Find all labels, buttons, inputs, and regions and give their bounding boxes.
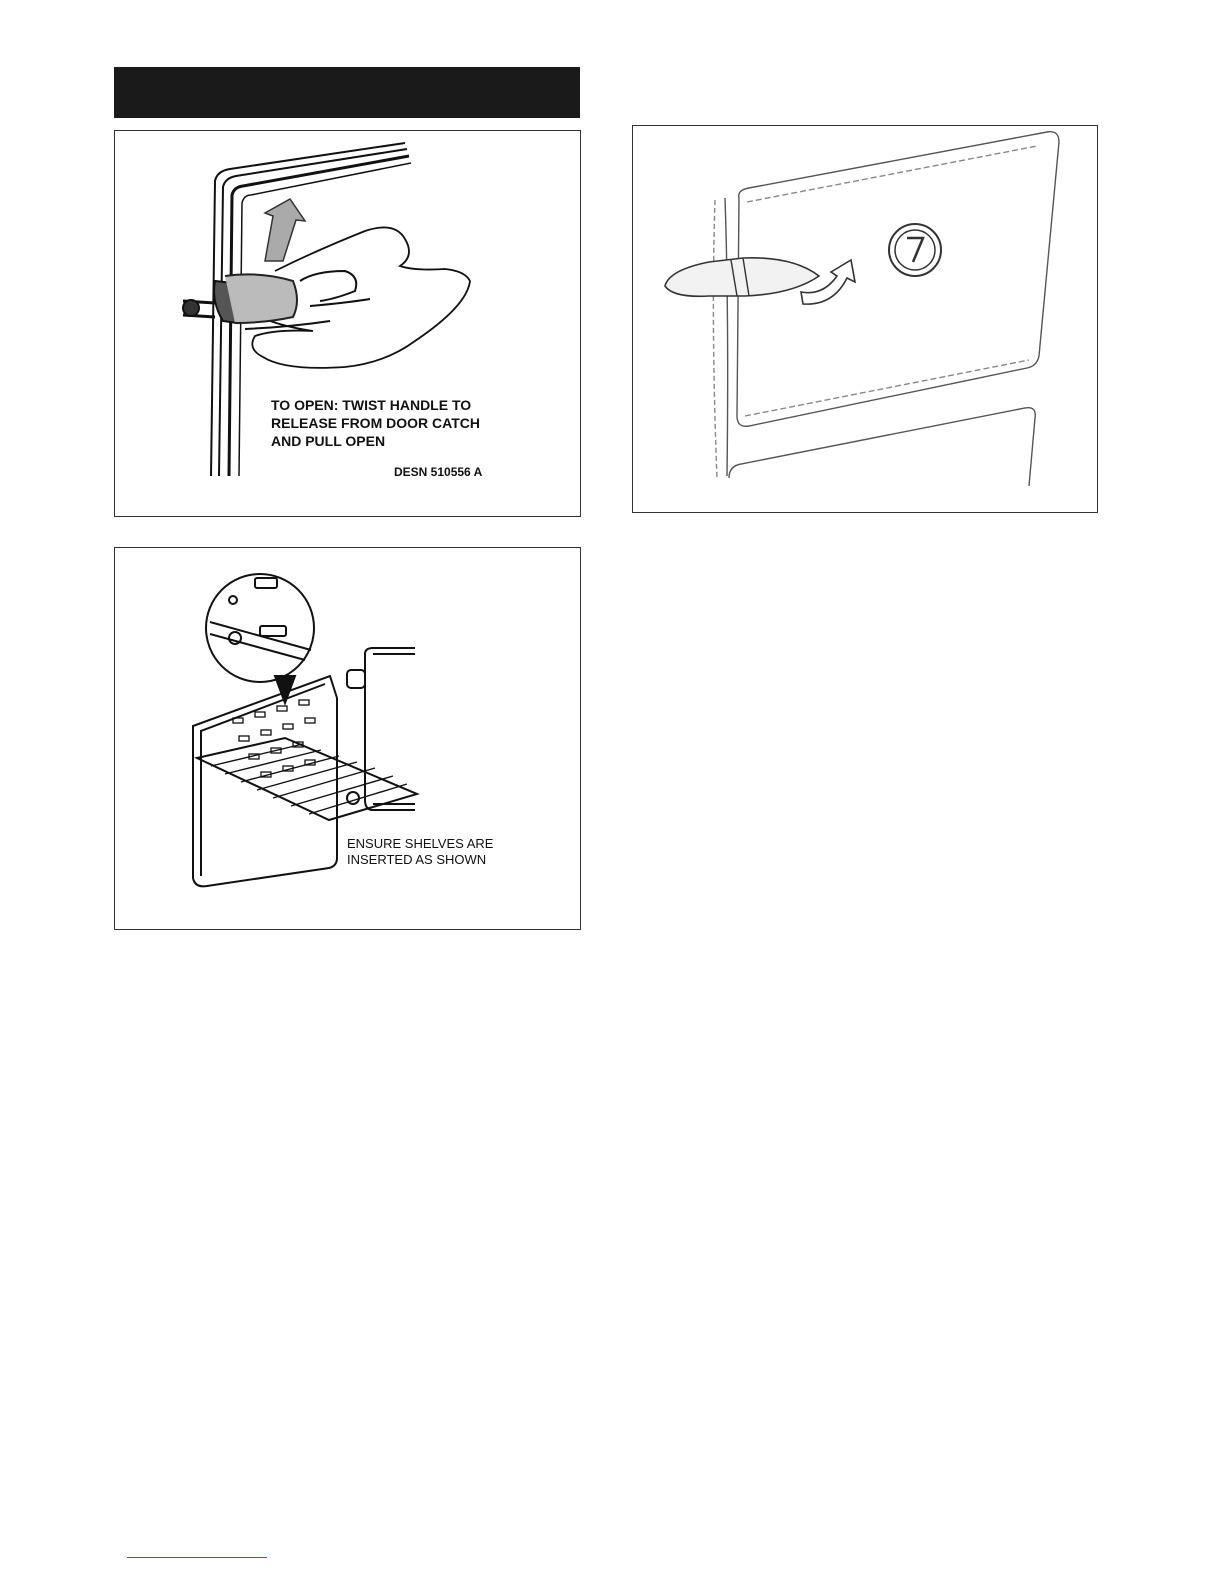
- door-handle-dial-illustration: [633, 126, 1097, 512]
- figure-door-handle-dial: [632, 125, 1098, 513]
- figure-door-open: [114, 130, 581, 517]
- door-open-caption: TO OPEN: TWIST HANDLE TO RELEASE FROM DOOR CATCH AND PULL OPEN: [271, 397, 480, 449]
- figure-shelves: [114, 547, 581, 930]
- footer-rule: [127, 1557, 267, 1558]
- section-header-bar: [114, 67, 580, 118]
- thermometer-dial-icon: [889, 224, 941, 276]
- oven-shelf-illustration: [115, 548, 580, 929]
- door-open-reference: DESN 510556 A: [394, 465, 483, 479]
- hand-twist-handle-illustration: [115, 131, 580, 516]
- shelves-caption: ENSURE SHELVES ARE INSERTED AS SHOWN: [347, 836, 494, 867]
